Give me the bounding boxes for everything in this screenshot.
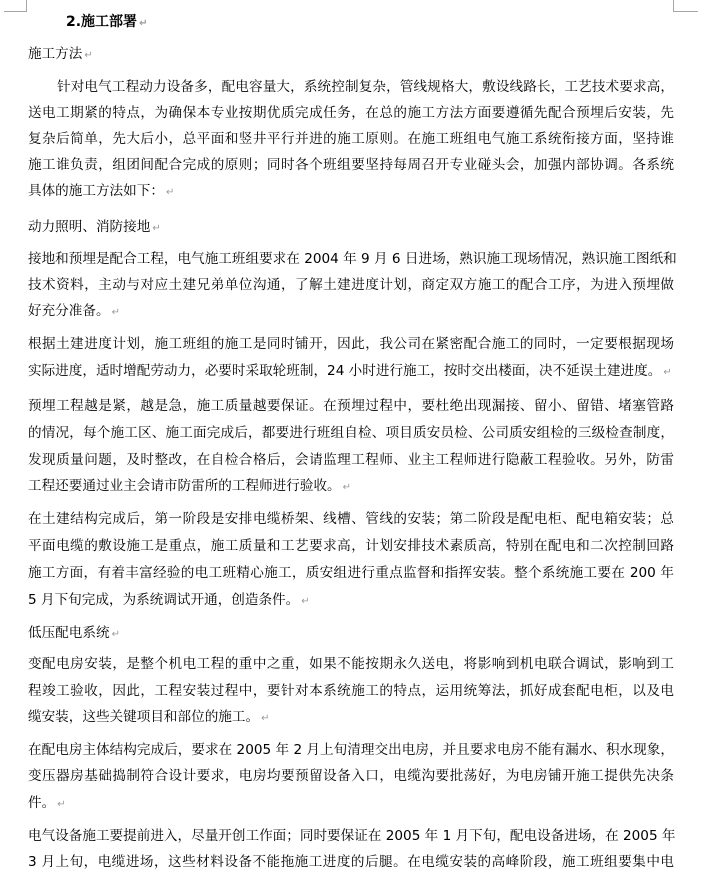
subheading-text: 施工方法 — [28, 46, 83, 62]
text-line-content: 缆安装，这些关键项目和部位的施工。 — [28, 709, 260, 725]
text-line — [28, 587, 674, 613]
section-title-text: 2.施工部署 — [66, 14, 138, 30]
section-title — [66, 11, 147, 35]
text-line-content: 程竣工验收，因此，工程安装过程中，要针对本系统施工的特点，运用统筹法，抓好成套配电柜，以及电 — [28, 683, 674, 699]
text-line — [28, 331, 674, 357]
text-line-content: 送电工期紧的特点，为确保本专业按期优质完成任务，在总的施工方法方面要遵循先配合预埋后安装，先 — [28, 105, 674, 121]
paragraph-mark-icon: ↵ — [261, 713, 270, 724]
text-line-content: 工程还要通过业主会请市防雷所的工程师进行验收。 — [28, 478, 341, 494]
subheading — [28, 41, 93, 69]
paragraph-mark-icon: ↵ — [111, 629, 120, 640]
text-line — [28, 358, 674, 384]
text-line — [28, 272, 674, 298]
paragraph-mark-icon: ↵ — [165, 187, 175, 198]
subheading — [28, 214, 161, 242]
paragraph-mark-icon: ↵ — [152, 223, 161, 234]
subheading — [28, 620, 120, 648]
text-line-content: 变配电房安装，是整个机电工程的重中之重，如果不能按期永久送电，将影响到机电联合调试，影响到工 — [28, 656, 674, 672]
text-line-content: 施工方面，有着丰富经验的电工班精心施工，质安组进行重点监督和指挥安装。整个系统施工要在 200 年 — [28, 565, 674, 581]
text-line-content: 电气设备施工要提前进入，尽量开创工作面；同时要保证在 2005 年 1 月下旬，配电设备进场，在 2005 年 — [28, 828, 676, 844]
text-line — [28, 737, 674, 763]
text-line — [28, 447, 674, 473]
paragraph-mark-icon: ↵ — [342, 482, 352, 493]
paragraph-mark-icon: ↵ — [111, 307, 120, 318]
subheading-text: 动力照明、消防接地 — [28, 219, 151, 235]
text-line-content: 实际进度，适时增配劳动力，必要时采取轮班制，24 小时进行施工，按时交出楼面，决不延误土建进度。 — [28, 363, 662, 379]
text-line — [28, 823, 674, 849]
text-line-content: 预埋工程越是紧，越是急，施工质量越要保证。在预埋过程中，要杜绝出现漏接、留小、留错、堵塞管路 — [28, 398, 674, 414]
text-line — [28, 651, 674, 677]
text-line-content: 3 月上旬，电缆进场，这些材料设备不能拖施工进度的后腿。在电缆安装的高峰阶段，施工班组要集中电 — [28, 854, 674, 870]
text-line — [28, 74, 674, 100]
text-line-content: 的情况，每个施工区、施工面完成后，都要进行班组自检、项目质安员检、公司质安组检的三级检查制度， — [28, 425, 674, 441]
text-line-content: 技术资料，主动与对应土建兄弟单位沟通，了解土建进度计划，商定双方施工的配合工序，为进入预埋做 — [28, 277, 674, 293]
text-line-content: 针对电气工程动力设备多，配电容量大，系统控制复杂，管线规格大，敷设线路长，工艺技术要求高， — [57, 79, 674, 95]
text-line-content: 在配电房主体结构完成后，要求在 2005 年 2 月上旬清理交出电房，并且要求电房不能有漏水、积水现象， — [28, 742, 674, 758]
text-line-content: 好充分准备。 — [28, 303, 110, 319]
text-line-content: 在土建结构完成后，第一阶段是安排电缆桥架、线槽、管线的安装；第二阶段是配电柜、配电箱安装；总 — [28, 511, 674, 527]
text-line — [28, 126, 674, 152]
text-line — [28, 790, 674, 816]
text-line — [28, 849, 674, 875]
subheading-text: 低压配电系统 — [28, 625, 110, 641]
text-line — [28, 533, 674, 559]
margin-corner-mark-right — [673, 0, 698, 12]
text-line-content: 复杂后简单，先大后小，总平面和竖井平行并进的施工原则。在施工班组电气施工系统衔接方面，坚持谁 — [28, 131, 674, 147]
paragraph-mark-icon: ↵ — [663, 367, 672, 378]
text-line — [28, 473, 674, 499]
text-line-content: 变压器房基础捣制符合设计要求，电房均要预留设备入口，电缆沟要批荡好，为电房铺开施工提供先决条 — [28, 768, 674, 784]
text-line — [28, 704, 674, 730]
text-line — [28, 678, 674, 704]
text-line-content: 施工谁负责，组团间配合完成的原则；同时各个班组要坚持每周召开专业碰头会，加强内部协调。各系统 — [28, 157, 674, 173]
text-line-content: 件。 — [28, 795, 56, 811]
text-line-content: 根据土建进度计划，施工班组的施工是同时铺开，因此，我公司在紧密配合施工的同时，一定要根据现场 — [28, 336, 674, 352]
text-line — [28, 763, 674, 789]
text-line — [28, 100, 674, 126]
margin-corner-mark-left — [4, 0, 27, 12]
text-line — [28, 178, 674, 204]
text-line-content: 发现质量问题，及时整改，在自检合格后，会请监理工程师、业主工程师进行隐蔽工程验收。另外，防雷 — [28, 452, 674, 468]
text-line — [28, 560, 674, 586]
paragraph-mark-icon: ↵ — [139, 18, 148, 29]
paragraph-mark-icon: ↵ — [84, 50, 93, 61]
text-line-content: 接地和预埋是配合工程，电气施工班组要求在 2004 年 9 月 6 日进场，熟识施工现场情况，熟识施工图纸和 — [28, 251, 677, 267]
text-line-content: 具体的施工方法如下： — [28, 183, 164, 199]
paragraph-mark-icon: ↵ — [57, 799, 66, 810]
text-line-content: 5 月下旬完成，为系统调试开通，创造条件。 — [28, 592, 300, 608]
text-line — [28, 420, 674, 446]
text-line — [28, 298, 674, 324]
text-line — [28, 246, 677, 272]
text-line — [28, 393, 674, 419]
text-line — [28, 506, 674, 532]
text-line-content: 平面电缆的敷设施工是重点，施工质量和工艺要求高，计划安排技术素质高，特别在配电和二次控制回路 — [28, 538, 674, 554]
text-line — [28, 152, 674, 178]
paragraph-mark-icon: ↵ — [301, 596, 310, 607]
